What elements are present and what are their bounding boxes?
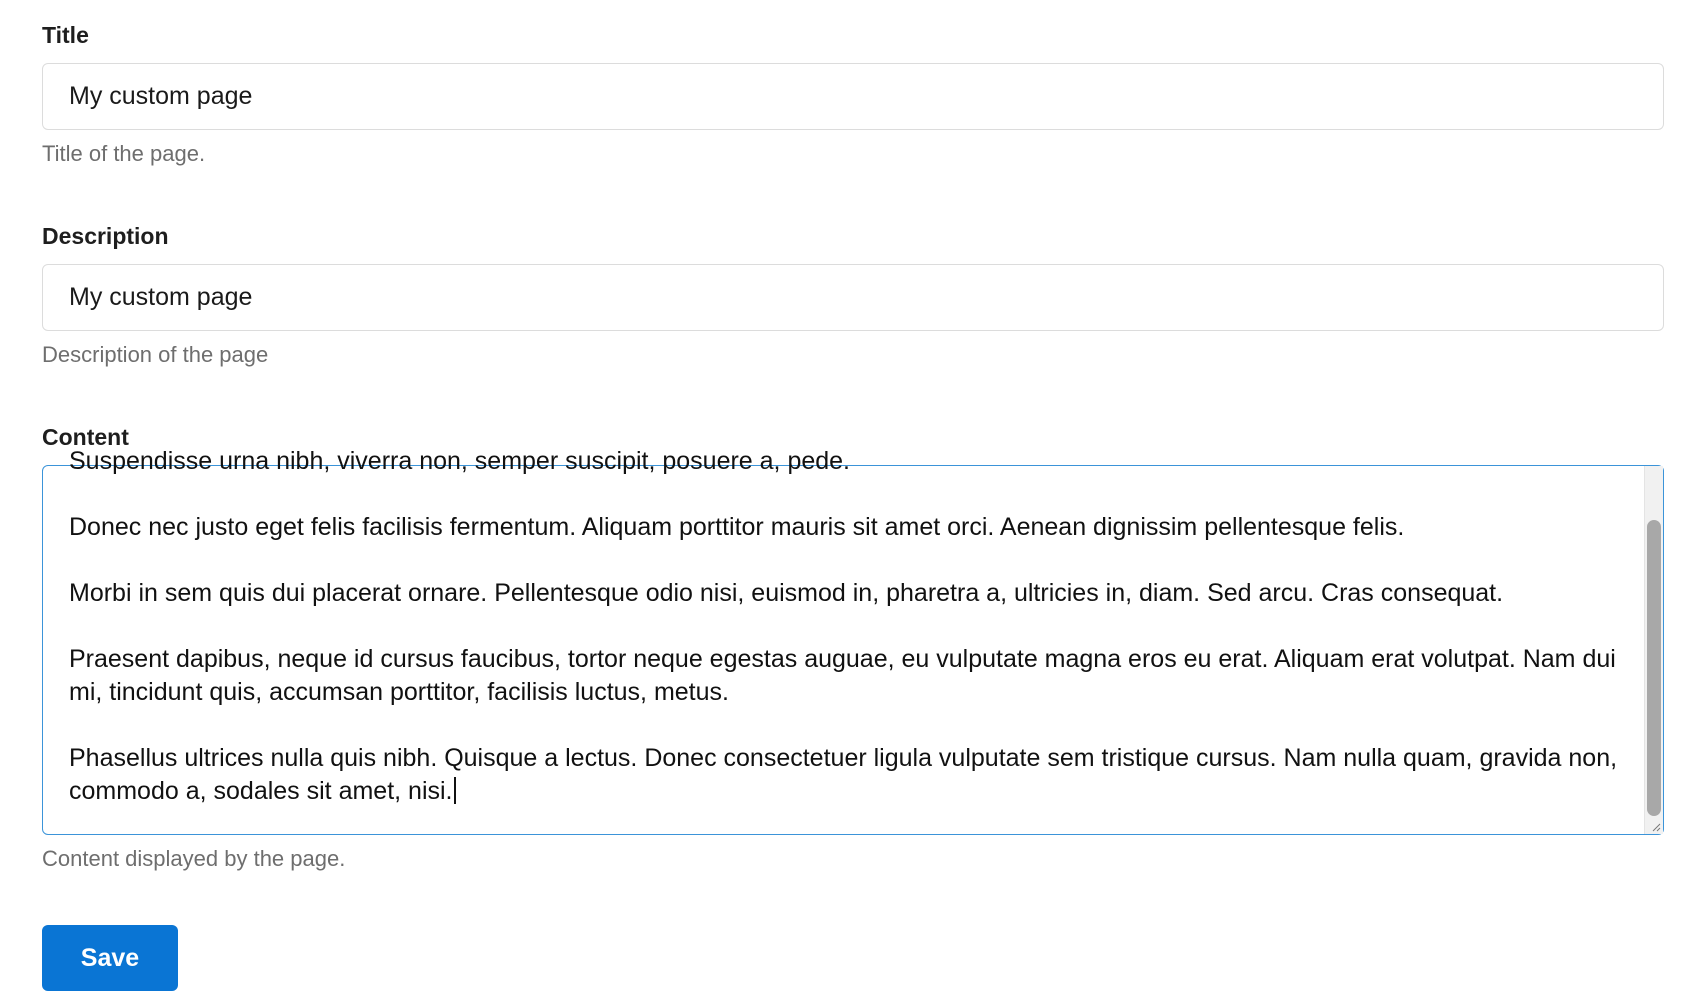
title-label: Title <box>42 22 89 48</box>
title-help-text: Title of the page. <box>42 141 206 166</box>
content-paragraph-5: Phasellus ultrices nulla quis nibh. Quisque a lectus. Donec consectetuer ligula vulputate sem tristique cursus. Nam nulla quam, gravida non, commodo a, sodales sit amet, nisi. <box>69 744 1624 805</box>
content-paragraph-3: Morbi in sem quis dui placerat ornare. Pellentesque odio nisi, euismod in, pharetra a, ultricies in, diam. Sed arcu. Cras consequat. <box>69 579 1504 607</box>
content-paragraph-5-container <box>69 742 1624 808</box>
resize-grip-icon[interactable] <box>1651 822 1661 832</box>
content-help-text: Content displayed by the page. <box>42 846 346 871</box>
content-label: Content <box>42 424 129 450</box>
description-field-group <box>42 219 1664 420</box>
title-field-group <box>42 18 1664 219</box>
content-text <box>69 445 1624 841</box>
save-button[interactable]: Save <box>42 925 178 991</box>
content-paragraph-4: Praesent dapibus, neque id cursus faucibus, tortor neque egestas auguae, eu vulputate magna eros eu erat. Aliquam erat volutpat. Nam dui mi, tincidunt quis, accumsan porttitor, facilisis luctus, metus. <box>69 645 1623 706</box>
description-help-text: Description of the page <box>42 342 269 367</box>
content-scrollbar[interactable] <box>1644 466 1663 834</box>
content-paragraph-2: Donec nec justo eget felis facilisis fermentum. Aliquam porttitor mauris sit amet orci. Aenean dignissim pellentesque felis. <box>69 513 1405 541</box>
description-input[interactable] <box>42 264 1664 331</box>
content-field-group <box>42 420 1664 875</box>
content-scrollbar-thumb[interactable] <box>1647 520 1661 816</box>
page-edit-form <box>42 18 1664 991</box>
content-text-viewport[interactable] <box>43 447 1645 834</box>
text-caret <box>454 777 456 804</box>
title-input[interactable] <box>42 63 1664 130</box>
description-label: Description <box>42 223 169 249</box>
content-textarea[interactable] <box>42 447 1664 835</box>
content-paragraph-1: Suspendisse urna nibh, viverra non, semper suscipit, posuere a, pede. <box>69 447 851 475</box>
